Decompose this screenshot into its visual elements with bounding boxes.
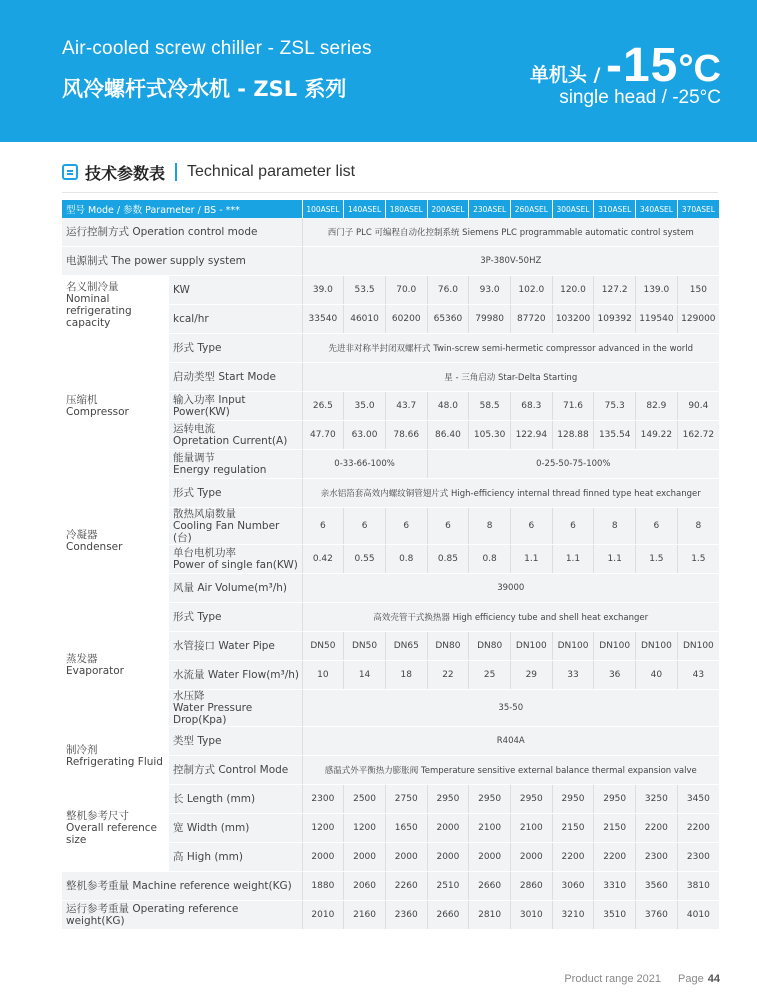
row-label-en: Opretation Current(A) — [173, 435, 288, 447]
cell: 86.40 — [427, 421, 469, 450]
cell: 18 — [385, 661, 427, 690]
cell: 87720 — [510, 305, 552, 334]
cell: 71.6 — [552, 392, 594, 421]
cell: 2100 — [510, 814, 552, 843]
table-row — [62, 479, 719, 508]
table-row — [62, 901, 719, 930]
cell: 1.1 — [594, 545, 636, 574]
row-label — [169, 508, 302, 545]
model-header: 340ASEL — [636, 200, 678, 218]
table-row — [62, 218, 719, 247]
cell: DN100 — [594, 632, 636, 661]
cell: 1.1 — [510, 545, 552, 574]
row-label: 高 High (mm) — [169, 843, 302, 872]
row-label: KW — [169, 276, 302, 305]
cell: 0.42 — [302, 545, 344, 574]
table-row — [62, 785, 719, 814]
cell: 43 — [677, 661, 719, 690]
cell: 128.88 — [552, 421, 594, 450]
cell: 2300 — [677, 843, 719, 872]
cell: 3810 — [677, 872, 719, 901]
row-value: 亲水铝箔套高效内螺纹铜管翅片式 High-efficiency internal thread finned type heat exchanger — [302, 479, 719, 508]
row-value: 感温式外平衡热力膨胀阀 Temperature sensitive external balance thermal expansion valve — [302, 756, 719, 785]
cell: 2500 — [344, 785, 386, 814]
cell: 2200 — [552, 843, 594, 872]
cell: 3760 — [636, 901, 678, 930]
cell: 2000 — [302, 843, 344, 872]
cell: 2000 — [427, 843, 469, 872]
document-icon — [62, 164, 78, 180]
cell: 2060 — [344, 872, 386, 901]
cell: 79980 — [469, 305, 511, 334]
cell: 70.0 — [385, 276, 427, 305]
section-divider — [62, 192, 718, 193]
cell: 2000 — [469, 843, 511, 872]
cell: 93.0 — [469, 276, 511, 305]
table-row — [62, 247, 719, 276]
cell: 3510 — [594, 901, 636, 930]
cell: 2260 — [385, 872, 427, 901]
model-header: 180ASEL — [385, 200, 427, 218]
cell: 2000 — [385, 843, 427, 872]
table-row — [62, 276, 719, 305]
cell: DN50 — [344, 632, 386, 661]
cell: 53.5 — [344, 276, 386, 305]
cell: 1.1 — [552, 545, 594, 574]
cell: 2360 — [385, 901, 427, 930]
cell: 65360 — [427, 305, 469, 334]
model-header: 200ASEL — [427, 200, 469, 218]
cell: 48.0 — [427, 392, 469, 421]
row-value: 39000 — [302, 574, 719, 603]
row-label — [169, 421, 302, 450]
cell: 2200 — [677, 814, 719, 843]
cell: 3250 — [636, 785, 678, 814]
cell: 2660 — [469, 872, 511, 901]
row-label: 水管接口 Water Pipe — [169, 632, 302, 661]
cell: 60200 — [385, 305, 427, 334]
row-value: 高效壳管干式换热器 High efficiency tube and shell heat exchanger — [302, 603, 719, 632]
row-label-cn: 单台电机功率 — [173, 547, 237, 559]
cell: 6 — [302, 508, 344, 545]
cell: 2660 — [427, 901, 469, 930]
cell: DN100 — [677, 632, 719, 661]
row-label — [169, 450, 302, 479]
cell: 3210 — [552, 901, 594, 930]
row-label: 水流量 Water Flow(m³/h) — [169, 661, 302, 690]
row-label-en: Energy regulation — [173, 464, 267, 476]
cell: 0.55 — [344, 545, 386, 574]
group-label-cn: 名义制冷量 — [66, 280, 119, 293]
cell: 2860 — [510, 872, 552, 901]
row-label-cn: 水压降 — [173, 690, 205, 702]
cell: 22 — [427, 661, 469, 690]
cell: 2200 — [594, 843, 636, 872]
cell: 2000 — [427, 814, 469, 843]
model-header: 140ASEL — [344, 200, 386, 218]
cell: 2150 — [552, 814, 594, 843]
product-range: Product range 2021 — [564, 973, 661, 985]
row-value: R404A — [302, 727, 719, 756]
cell: 2950 — [510, 785, 552, 814]
row-label-en: Cooling Fan Number (台) — [173, 520, 280, 544]
cell: 129000 — [677, 305, 719, 334]
row-label: 启动类型 Start Mode — [169, 363, 302, 392]
cell: 6 — [510, 508, 552, 545]
row-label: 长 Length (mm) — [169, 785, 302, 814]
cell: 78.66 — [385, 421, 427, 450]
cell: 0.8 — [385, 545, 427, 574]
cell: 2160 — [344, 901, 386, 930]
cell: 6 — [344, 508, 386, 545]
temperature-value: -15 — [605, 39, 679, 92]
row-value: 西门子 PLC 可编程自动化控制系统 Siemens PLC programmable automatic control system — [302, 218, 719, 247]
page-label: Page — [678, 973, 704, 985]
group-label-cn: 整机参考尺寸 — [66, 810, 129, 822]
row-label: 运行参考重量 Operating reference weight(KG) — [62, 901, 302, 930]
group-label-cn: 冷凝器 — [66, 528, 98, 541]
group-label — [62, 603, 169, 727]
cell: 6 — [552, 508, 594, 545]
cell: 40 — [636, 661, 678, 690]
cell: 6 — [385, 508, 427, 545]
cell: 26.5 — [302, 392, 344, 421]
row-label: 电源制式 The power supply system — [62, 247, 302, 276]
model-header: 310ASEL — [594, 200, 636, 218]
cell: 29 — [510, 661, 552, 690]
row-label: 形式 Type — [169, 603, 302, 632]
header-label: 型号 Mode / 参数 Parameter / BS - *** — [62, 200, 302, 218]
group-label-cn: 制冷剂 — [66, 743, 98, 756]
section-title — [62, 158, 355, 186]
group-label-en: Refrigerating Fluid — [66, 755, 163, 768]
group-label-en: Nominal refrigerating capacity — [66, 292, 132, 329]
cell: 33540 — [302, 305, 344, 334]
cell: 3060 — [552, 872, 594, 901]
model-header: 300ASEL — [552, 200, 594, 218]
cell: 82.9 — [636, 392, 678, 421]
cell: 8 — [594, 508, 636, 545]
cell: 43.7 — [385, 392, 427, 421]
cell: 0.8 — [469, 545, 511, 574]
cell: 2810 — [469, 901, 511, 930]
cell: 2950 — [469, 785, 511, 814]
model-header: 100ASEL — [302, 200, 344, 218]
table-row — [62, 334, 719, 363]
cell: 0.85 — [427, 545, 469, 574]
cell: 90.4 — [677, 392, 719, 421]
cell: 4010 — [677, 901, 719, 930]
model-header: 370ASEL — [677, 200, 719, 218]
model-header: 230ASEL — [469, 200, 511, 218]
cell: 1.5 — [636, 545, 678, 574]
cell: 2000 — [510, 843, 552, 872]
section-title-cn: 技术参数表 — [85, 163, 166, 183]
cell: 2100 — [469, 814, 511, 843]
group-label — [62, 785, 169, 872]
group-label-en: Overall reference size — [66, 822, 157, 846]
parameter-table — [62, 200, 719, 930]
group-label-cn: 压缩机 — [66, 394, 98, 406]
cell: 139.0 — [636, 276, 678, 305]
page-header — [0, 0, 757, 142]
cell: 8 — [469, 508, 511, 545]
cell: DN65 — [385, 632, 427, 661]
cell: 149.22 — [636, 421, 678, 450]
cell: 46010 — [344, 305, 386, 334]
row-label: 类型 Type — [169, 727, 302, 756]
row-label — [169, 690, 302, 727]
cell: 2950 — [427, 785, 469, 814]
cell: 33 — [552, 661, 594, 690]
row-label-cn: 散热风扇数量 — [173, 508, 237, 520]
cell: 25 — [469, 661, 511, 690]
cell: 39.0 — [302, 276, 344, 305]
cell: DN100 — [552, 632, 594, 661]
row-label: 风量 Air Volume(m³/h) — [169, 574, 302, 603]
row-label: 宽 Width (mm) — [169, 814, 302, 843]
series-title-cn: 风冷螺杆式冷水机 - ZSL 系列 — [62, 77, 347, 101]
row-label-cn: 能量调节 — [173, 452, 216, 464]
cell: 120.0 — [552, 276, 594, 305]
temperature-badge — [530, 38, 721, 93]
model-header: 260ASEL — [510, 200, 552, 218]
cell: 75.3 — [594, 392, 636, 421]
row-label: 输入功率 Input Power(KW) — [169, 392, 302, 421]
group-label — [62, 727, 169, 785]
row-label — [169, 545, 302, 574]
single-head-label: 单机头 / — [529, 64, 601, 86]
cell: 1880 — [302, 872, 344, 901]
cell: DN80 — [427, 632, 469, 661]
group-label-cn: 蒸发器 — [66, 652, 98, 665]
table-header-row — [62, 200, 719, 218]
group-label — [62, 479, 169, 603]
row-value: 0-33-66-100% — [302, 450, 427, 479]
row-label: 控制方式 Control Mode — [169, 756, 302, 785]
cell: DN100 — [636, 632, 678, 661]
cell: 10 — [302, 661, 344, 690]
group-label-en: Evaporator — [66, 664, 124, 677]
cell: 162.72 — [677, 421, 719, 450]
cell: 6 — [636, 508, 678, 545]
table-row — [62, 872, 719, 901]
row-label: 形式 Type — [169, 479, 302, 508]
cell: 68.3 — [510, 392, 552, 421]
row-label: kcal/hr — [169, 305, 302, 334]
cell: 3310 — [594, 872, 636, 901]
cell: 127.2 — [594, 276, 636, 305]
cell: 1.5 — [677, 545, 719, 574]
cell: 6 — [427, 508, 469, 545]
cell: 35.0 — [344, 392, 386, 421]
cell: 102.0 — [510, 276, 552, 305]
cell: 2150 — [594, 814, 636, 843]
cell: 2510 — [427, 872, 469, 901]
cell: 2010 — [302, 901, 344, 930]
series-title-en: Air-cooled screw chiller - ZSL series — [62, 38, 372, 59]
cell: 14 — [344, 661, 386, 690]
cell: 150 — [677, 276, 719, 305]
cell: 1200 — [302, 814, 344, 843]
cell: 2300 — [636, 843, 678, 872]
cell: 1200 — [344, 814, 386, 843]
cell: 3560 — [636, 872, 678, 901]
cell: 122.94 — [510, 421, 552, 450]
cell: DN80 — [469, 632, 511, 661]
cell: 2750 — [385, 785, 427, 814]
cell: 63.00 — [344, 421, 386, 450]
single-head-subtitle: single head / -25°C — [559, 87, 721, 108]
cell: 2000 — [344, 843, 386, 872]
cell: 119540 — [636, 305, 678, 334]
cell: 135.54 — [594, 421, 636, 450]
cell: 2200 — [636, 814, 678, 843]
row-label-cn: 运转电流 — [173, 423, 216, 435]
title-divider — [175, 163, 177, 181]
cell: 109392 — [594, 305, 636, 334]
group-label-en: Compressor — [66, 406, 129, 418]
row-label: 运行控制方式 Operation control mode — [62, 218, 302, 247]
row-value: 0-25-50-75-100% — [427, 450, 719, 479]
cell: 8 — [677, 508, 719, 545]
row-value: 3P-380V-50HZ — [302, 247, 719, 276]
cell: DN50 — [302, 632, 344, 661]
cell: 105.30 — [469, 421, 511, 450]
group-label-en: Condenser — [66, 540, 123, 553]
page-number: 44 — [707, 973, 720, 985]
cell: 2950 — [552, 785, 594, 814]
row-label: 整机参考重量 Machine reference weight(KG) — [62, 872, 302, 901]
cell: 1650 — [385, 814, 427, 843]
cell: 2300 — [302, 785, 344, 814]
table-row — [62, 603, 719, 632]
cell: 76.0 — [427, 276, 469, 305]
row-label-en: Power of single fan(KW) — [173, 559, 298, 571]
group-label — [62, 334, 169, 479]
cell: 47.70 — [302, 421, 344, 450]
row-label: 形式 Type — [169, 334, 302, 363]
degree-unit: °C — [678, 48, 721, 90]
row-value: 星 - 三角启动 Star-Delta Starting — [302, 363, 719, 392]
section-title-en: Technical parameter list — [187, 163, 356, 180]
row-value: 35-50 — [302, 690, 719, 727]
cell: 2950 — [594, 785, 636, 814]
cell: DN100 — [510, 632, 552, 661]
cell: 3010 — [510, 901, 552, 930]
cell: 36 — [594, 661, 636, 690]
row-value: 先进非对称半封闭双螺杆式 Twin-screw semi-hermetic compressor advanced in the world — [302, 334, 719, 363]
page-footer — [564, 973, 720, 985]
cell: 103200 — [552, 305, 594, 334]
cell: 3450 — [677, 785, 719, 814]
table-row — [62, 727, 719, 756]
row-label-en: Water Pressure Drop(Kpa) — [173, 702, 253, 726]
cell: 58.5 — [469, 392, 511, 421]
group-label — [62, 276, 169, 334]
